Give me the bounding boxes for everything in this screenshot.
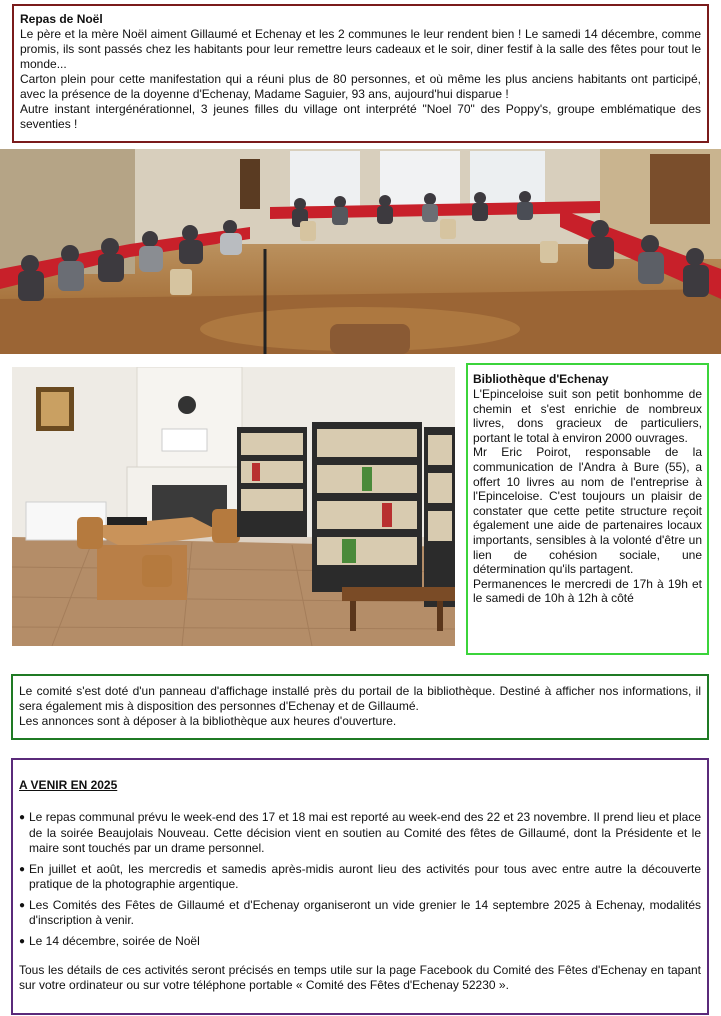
- comite-paragraph: Le comité s'est doté d'un panneau d'affichage installé près du portail de la bibliothèque. Destiné à afficher nos informations, il sera également mis à disposition des personnes d'Echenay et de Gillaumé.: [19, 684, 701, 713]
- list-item: ● Le repas communal prévu le week-end des 17 et 18 mai est reporté au week-end des 22 et 23 novembre. Il prend lieu et place de la soirée Beaujolais Nouveau. Cette décision vient en soutien au Comité des fêtes de Gillaumé, dont la Présidente et le maire sont touchés par un drame personnel.: [19, 810, 701, 857]
- noel-paragraph: Le père et la mère Noël aiment Gillaumé et Echenay et les 2 communes le leur rendent bien ! Le samedi 14 décembre, comme promis, ils sont passés chez les habitants pour leur remettre leurs cadeaux et le soir, diner festif à la salle des fêtes pour tout le monde...: [20, 27, 701, 71]
- biblio-paragraph: Permanences le mercredi de 17h à 19h et le samedi de 10h à 12h à côté: [473, 576, 702, 606]
- section-a-venir-2025: [11, 758, 709, 1015]
- noel-paragraph: Autre instant intergénérationnel, 3 jeunes filles du village ont interprété "Noel 70" des Poppy's, groupe emblématique des seventies !: [20, 102, 701, 131]
- list-item: ● En juillet et août, les mercredis et samedis après-midis auront lieu des activités pour tous avec entre autre la découverte pratique de la photographie argentique.: [19, 862, 701, 893]
- dinner-hall-illustration: [0, 149, 721, 354]
- noel-title: Repas de Noël: [20, 12, 103, 26]
- biblio-title: Bibliothèque d'Echenay: [473, 372, 609, 386]
- library-illustration: [12, 367, 455, 646]
- comite-paragraph: Les annonces sont à déposer à la bibliothèque aux heures d'ouverture.: [19, 714, 397, 728]
- avenir-footer: Tous les détails de ces activités seront précisés en temps utile sur la page Facebook du Comité des Fêtes d'Echenay en tapant sur votre ordinateur ou sur votre téléphone portable « Comité des Fêtes d'Echenay 52230 ».: [19, 963, 701, 992]
- section-bibliotheque: [466, 363, 709, 655]
- biblio-paragraph: Mr Eric Poirot, responsable de la communication de l'Andra à Bure (55), a offert 10 livres au nom de l'entreprise à l'Epinceloise. C'est toujours un plaisir de constater que cette petite structure reçoit également une aide de partenaires locaux importants, sensibles à la volonté d'être un lien de cohésion sociale, une détermination qu'ils partagent.: [473, 445, 702, 577]
- avenir-title: A VENIR EN 2025: [19, 778, 118, 792]
- biblio-paragraph: L'Epinceloise suit son petit bonhomme de chemin et s'est enrichie de nombreux livres, dons gracieux de particuliers, portant le total à environ 2000 ouvrages.: [473, 387, 702, 445]
- avenir-list: [19, 810, 701, 949]
- noel-paragraph: Carton plein pour cette manifestation qui a réuni plus de 80 personnes, et où même les plus anciens habitants ont participé, avec la présence de la doyenne d'Echenay, Madame Saguier, 93 ans, aujourd'hui disparue !: [20, 72, 701, 101]
- list-item: ● Le 14 décembre, soirée de Noël: [19, 934, 701, 950]
- photo-christmas-dinner: [0, 149, 721, 354]
- list-item: ● Les Comités des Fêtes de Gillaumé et d'Echenay organiseront un vide grenier le 14 septembre 2025 à Echenay, modalités d'inscription à venir.: [19, 898, 701, 929]
- section-repas-de-noel: [12, 4, 709, 143]
- photo-library-room: [12, 367, 455, 646]
- section-comite-panneau: [11, 674, 709, 740]
